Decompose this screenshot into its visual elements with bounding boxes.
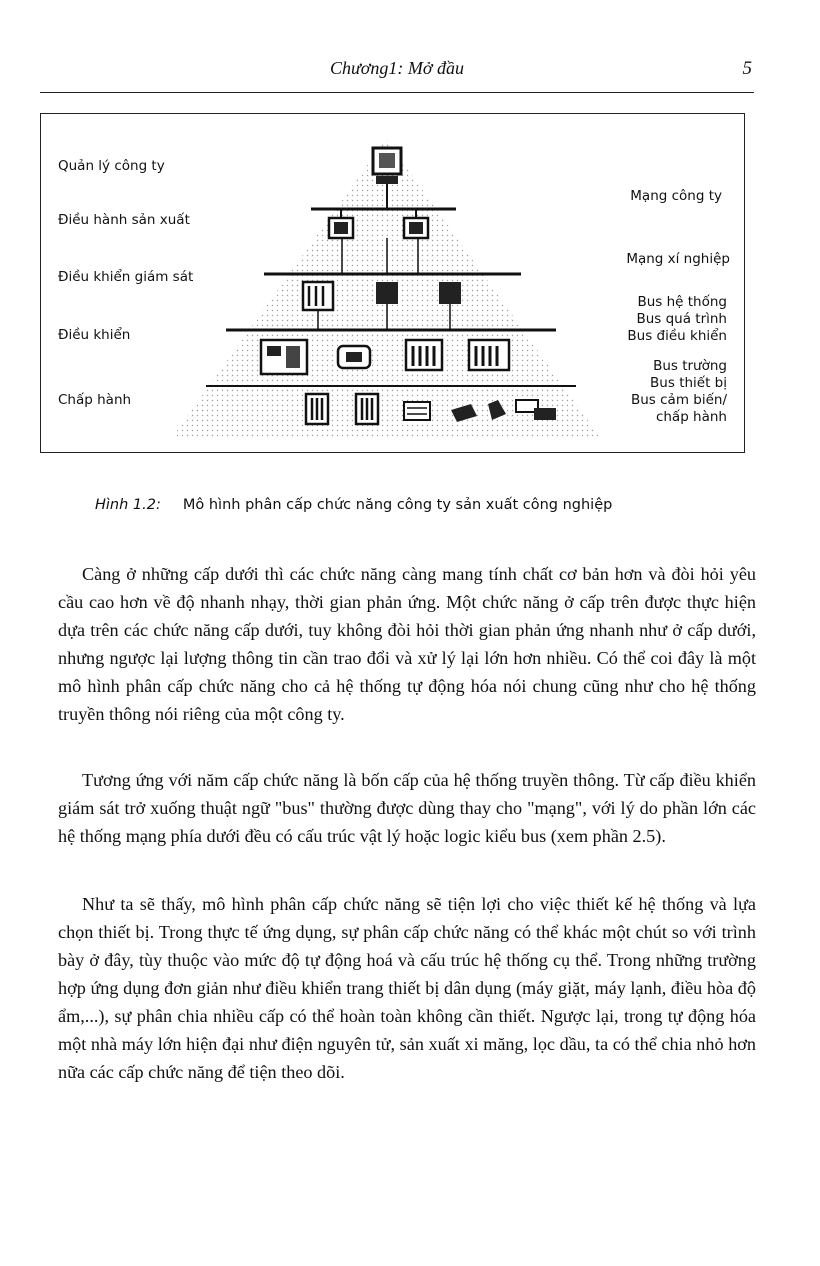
network-label-plant: Mạng xí nghiệp [626,251,730,267]
page-header [40,56,754,93]
level-label-field: Chấp hành [58,392,132,408]
figure-hierarchy [40,113,745,453]
company-computer-icon [373,148,401,184]
network-label-field-bus: Bus trường Bus thiết bị Bus cảm biến/ chấp hành [630,358,727,425]
figure-caption-text: Mô hình phân cấp chức năng công ty sản xuất công nghiệp [182,497,613,513]
level-label-control: Điều khiển [58,327,131,343]
figure-number: Hình 1.2: [95,497,161,513]
pyramid-diagram [166,134,606,444]
network-label-company: Mạng công ty [630,188,722,204]
page-number: 5 [742,58,752,79]
level-label-production: Điều hành sản xuất [58,212,190,228]
figure-caption [95,497,612,513]
level-label-supervisory: Điều khiển giám sát [58,269,194,285]
paragraph: Như ta sẽ thấy, mô hình phân cấp chức năng sẽ tiện lợi cho việc thiết kế hệ thống và lựa chọn thiết bị. Trong thực tế ứng dụng, sự phân cấp chức năng có thể khác một chút so với trình bày ở đây, tùy thuộc vào mức độ tự động hoá và cấu trúc hệ thống cụ thể. Trong những trường hợp ứng dụng đơn giản như điều khiển trang thiết bị dân dụng (máy giặt, máy lạnh, điều hòa độ ẩm,...), sự phân chia nhiều cấp có thể hoàn toàn không cần thiết. Ngược lại, trong tự động hóa một nhà máy lớn hiện đại như điện nguyên tử, sản xuất xi măng, lọc dầu, ta có thể chia nhỏ hơn nữa các cấp chức năng để tiện theo dõi. [58,894,756,1082]
paragraph: Tương ứng với năm cấp chức năng là bốn cấp của hệ thống truyền thông. Từ cấp điều khiển giám sát trở xuống thuật ngữ "bus" thường được dùng thay cho "mạng", với lý do phần lớn các hệ thống mạng phía dưới đều có cấu trúc vật lý hoặc logic kiểu bus (xem phần 2.5). [58,770,756,846]
level-label-management: Quản lý công ty [58,158,165,174]
network-label-system-bus: Bus hệ thống Bus quá trình Bus điều khiển [627,294,727,344]
chapter-title: Chương1: Mở đầu [329,58,465,78]
paragraph: Càng ở những cấp dưới thì các chức năng càng mang tính chất cơ bản hơn và đòi hỏi yêu cầu cao hơn về độ nhanh nhạy, thời gian phản ứng. Một chức năng ở cấp trên được thực hiện dựa trên các chức năng cấp dưới, tuy không đòi hỏi thời gian phản ứng nhanh như ở cấp dưới, nhưng ngược lại lượng thông tin cần trao đổi và xử lý lại lớn hơn nhiều. Có thể coi đây là một mô hình phân cấp chức năng cho cả hệ thống tự động hóa nói chung cũng như cho hệ thống truyền thông nói riêng của một công ty. [58,564,756,724]
